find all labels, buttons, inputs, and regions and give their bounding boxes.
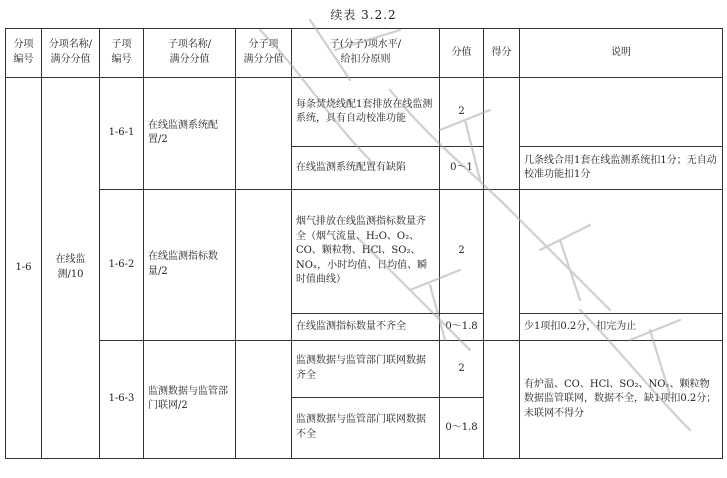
principle-cell: 监测数据与监管部门联网数据齐全 xyxy=(292,340,440,397)
header-score: 分值 xyxy=(440,29,484,78)
sub-subitem-score xyxy=(236,340,292,458)
header-item-code: 分项 编号 xyxy=(6,29,42,78)
obtained-cell xyxy=(484,77,520,189)
table-row xyxy=(6,77,723,146)
table-header-row xyxy=(6,29,723,78)
header-sub-subitem-score: 分子项 满分分值 xyxy=(236,29,292,78)
item-name: 在线监测/10 xyxy=(42,77,100,458)
obtained-cell xyxy=(484,189,520,340)
note-cell: 有炉温、CO、HCl、SO₂、NOₓ、颗粒物数据监管联网，数据不全，缺1项扣0.2分；未联网不得分 xyxy=(520,340,723,458)
score-cell: 2 xyxy=(440,340,484,397)
header-level-principle: 子(分子)项水平/ 给扣分原则 xyxy=(292,29,440,78)
header-notes: 说明 xyxy=(520,29,723,78)
table-row xyxy=(6,189,723,313)
note-cell: 几条线合用1套在线监测系统扣1分；无自动校准功能扣1分 xyxy=(520,147,723,190)
header-item-name: 分项名称/ 满分分值 xyxy=(42,29,100,78)
scoring-table xyxy=(5,28,723,459)
subitem-code: 1-6-2 xyxy=(100,189,144,340)
header-subitem-name: 子项名称/ 满分分值 xyxy=(144,29,236,78)
note-cell xyxy=(520,77,723,146)
obtained-cell xyxy=(484,340,520,458)
sub-subitem-score xyxy=(236,77,292,189)
principle-cell: 烟气排放在线监测指标数量齐全（烟气流量、H₂O、O₂、CO、颗粒物、HCl、SO₂、NOₓ，小时均值、日均值、瞬时值曲线） xyxy=(292,189,440,313)
subitem-name: 在线监测指标数量/2 xyxy=(144,189,236,340)
score-cell: 0～1.8 xyxy=(440,397,484,458)
principle-cell: 监测数据与监管部门联网数据不全 xyxy=(292,397,440,458)
principle-cell: 在线监测系统配置有缺陷 xyxy=(292,147,440,190)
note-cell xyxy=(520,189,723,313)
score-cell: 2 xyxy=(440,189,484,313)
principle-cell: 在线监测指标数量不齐全 xyxy=(292,314,440,340)
subitem-name: 在线监测系统配置/2 xyxy=(144,77,236,189)
score-cell: 2 xyxy=(440,77,484,146)
subitem-code: 1-6-1 xyxy=(100,77,144,189)
subitem-name: 监测数据与监管部门联网/2 xyxy=(144,340,236,458)
subitem-code: 1-6-3 xyxy=(100,340,144,458)
score-cell: 0～1.8 xyxy=(440,314,484,340)
score-cell: 0～1 xyxy=(440,147,484,190)
table-caption: 续表 3.2.2 xyxy=(330,8,397,22)
header-subitem-code: 子项 编号 xyxy=(100,29,144,78)
sub-subitem-score xyxy=(236,189,292,340)
note-cell: 少1项扣0.2分，扣完为止 xyxy=(520,314,723,340)
item-code: 1-6 xyxy=(6,77,42,458)
table-row xyxy=(6,340,723,397)
header-obtained: 得分 xyxy=(484,29,520,78)
principle-cell: 每条焚烧线配1套排放在线监测系统，具有自动校准功能 xyxy=(292,77,440,146)
